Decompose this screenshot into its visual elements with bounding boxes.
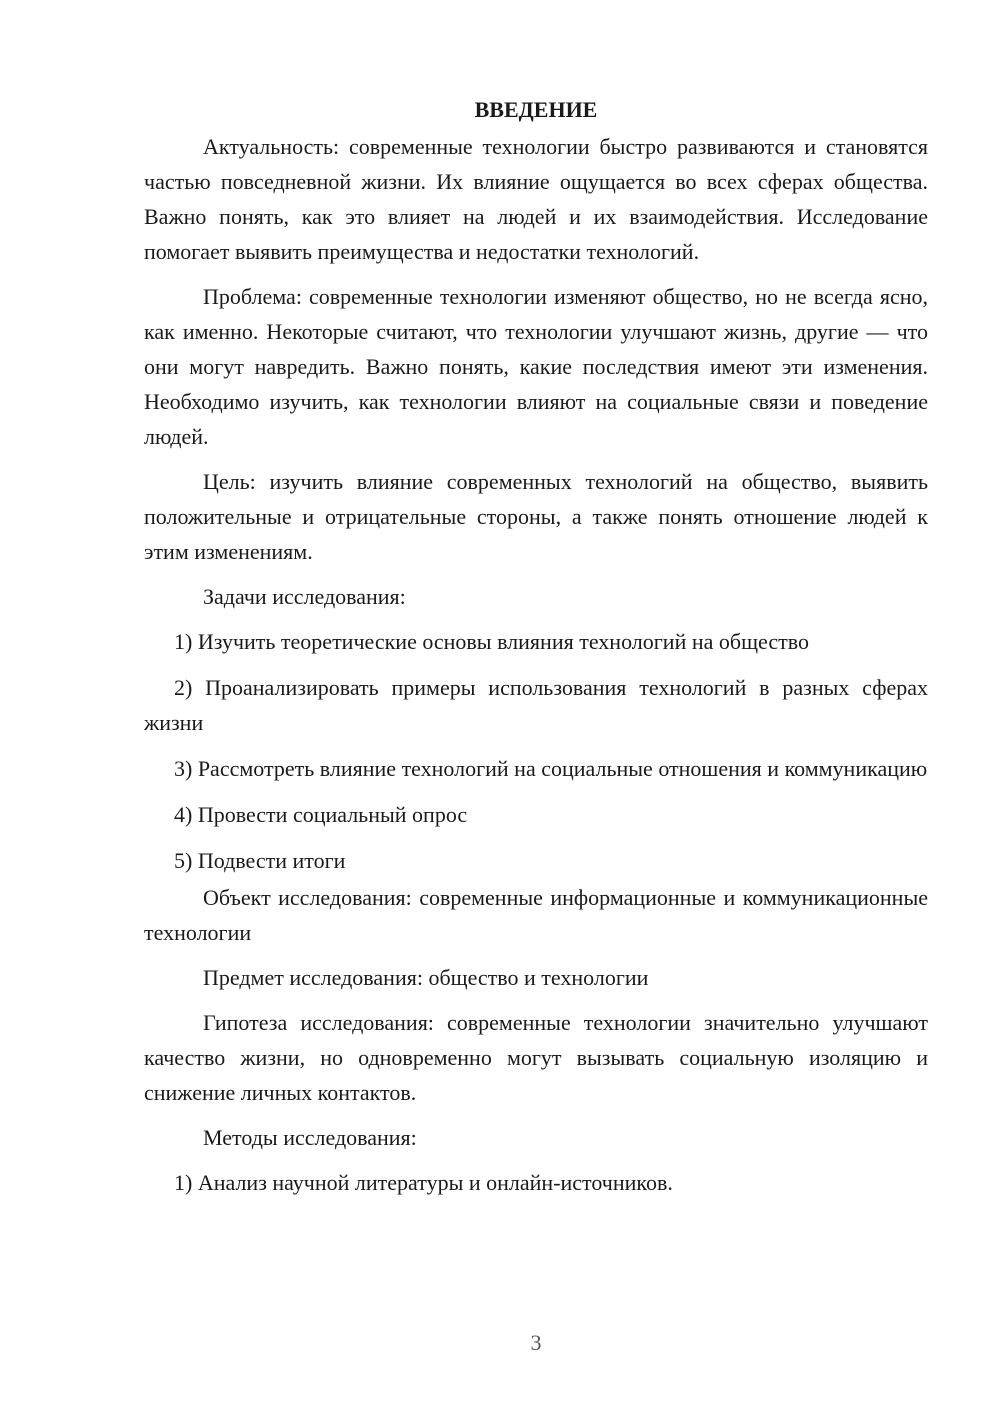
hypothesis-paragraph: Гипотеза исследования: современные технологии значительно улучшают качество жизни, но одновременно могут вызывать социальную изоляцию и снижение личных контактов.	[144, 1010, 928, 1105]
task-item-5: 5) Подвести итоги	[174, 848, 346, 873]
goal-paragraph: Цель: изучить влияние современных технологий на общество, выявить положительные и отрицательные стороны, а также понять отношение людей к этим изменениям.	[144, 469, 928, 564]
task-item-4: 4) Провести социальный опрос	[174, 802, 468, 827]
object-paragraph: Объект исследования: современные информационные и коммуникационные технологии	[144, 885, 928, 945]
page-number: 3	[530, 1330, 542, 1355]
task-item-3: 3) Рассмотреть влияние технологий на социальные отношения и коммуникацию	[174, 756, 928, 781]
task-item-2: 2) Проанализировать примеры использования технологий в разных сферах жизни	[144, 675, 928, 735]
page-content	[144, 92, 928, 1211]
method-item-1: 1) Анализ научной литературы и онлайн-источников.	[174, 1170, 673, 1195]
relevance-paragraph: Актуальность: современные технологии быстро развиваются и становятся частью повседневной жизни. Их влияние ощущается во всех сферах общества. Важно понять, как это влияет на людей и их взаимодействия. Исследование помогает выявить преимущества и недостатки технологий.	[144, 134, 928, 264]
tasks-heading: Задачи исследования:	[203, 584, 406, 609]
section-title: ВВЕДЕНИЕ	[474, 97, 598, 122]
problem-paragraph: Проблема: современные технологии изменяют общество, но не всегда ясно, как именно. Некоторые считают, что технологии улучшают жизнь, другие — что они могут навредить. Важно понять, какие последствия имеют эти изменения. Необходимо изучить, как технологии влияют на социальные связи и поведение людей.	[144, 284, 928, 449]
task-item-1: 1) Изучить теоретические основы влияния технологий на общество	[174, 629, 809, 654]
methods-heading: Методы исследования:	[203, 1125, 417, 1150]
subject-paragraph: Предмет исследования: общество и технологии	[203, 965, 649, 990]
